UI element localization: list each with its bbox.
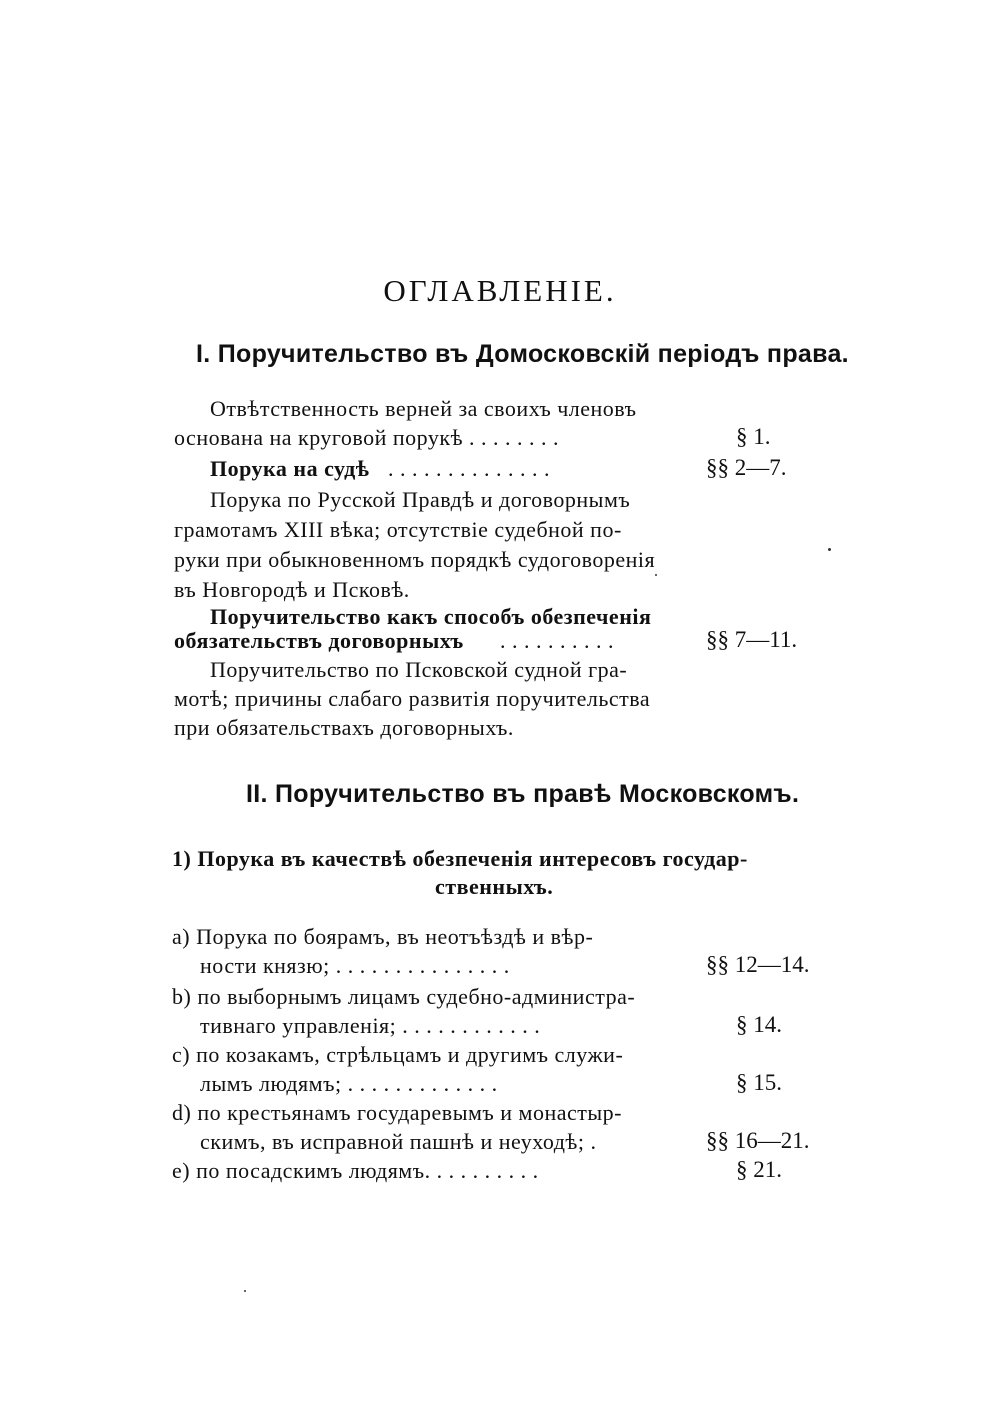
toc-entry-description: грамотамъ XIII вѣка; отсутствіе судебной по-	[174, 517, 622, 542]
toc-item-text: e) по посадскимъ людямъ. . . . . . . . . .	[172, 1158, 539, 1183]
scan-speck	[828, 548, 831, 551]
toc-entry-section-ref: § 14.	[736, 1012, 782, 1037]
toc-entry-section-ref: § 21.	[736, 1157, 782, 1182]
toc-entry-section-ref: §§ 12—14.	[706, 952, 810, 977]
subsection-heading: ственныхъ.	[435, 874, 554, 899]
toc-entry-title: Поручительство какъ способъ обезпеченія	[210, 604, 652, 629]
toc-item-text: c) по козакамъ, стрѣльцамъ и другимъ служи-	[172, 1042, 624, 1067]
toc-entry-description: руки при обыкновенномъ порядкѣ судоговоренія	[174, 547, 656, 572]
toc-entry-section-ref: §§ 2—7.	[706, 455, 787, 480]
toc-leader-dots: . . . . . . . . . .	[500, 628, 614, 653]
toc-entry-title: Порука на судѣ	[210, 456, 370, 481]
toc-entry-text: основана на круговой порукѣ . . . . . . . .	[174, 425, 560, 450]
toc-entry-description: Поручительство по Псковской судной гра-	[210, 657, 628, 682]
toc-entry-title: обязательствъ договорныхъ	[174, 628, 464, 653]
toc-entry-text: Отвѣтственность верней за своихъ членовъ	[210, 396, 637, 421]
part-1-heading: I. Поручительство въ Домосковскій періодъ права.	[196, 340, 849, 368]
scan-speck	[244, 1290, 246, 1292]
page-title: ОГЛАВЛЕНІЕ.	[383, 273, 617, 308]
toc-entry-description: въ Новгородѣ и Псковѣ.	[174, 577, 410, 602]
toc-entry-description: мотѣ; причины слабаго развитія поручительства	[174, 686, 651, 711]
toc-item-text: d) по крестьянамъ государевымъ и монастыр-	[172, 1100, 622, 1125]
toc-item-text: скимъ, въ исправной пашнѣ и неуходѣ; .	[200, 1129, 597, 1154]
scan-speck	[655, 574, 657, 576]
toc-item-text: ности князю; . . . . . . . . . . . . . . .	[200, 953, 510, 978]
toc-item-text: b) по выборнымъ лицамъ судебно-администра-	[172, 984, 636, 1009]
toc-entry-section-ref: §§ 16—21.	[706, 1128, 810, 1153]
toc-entry-description: Порука по Русской Правдѣ и договорнымъ	[210, 487, 631, 512]
toc-entry-section-ref: § 1.	[736, 424, 771, 449]
part-2-heading: II. Поручительство въ правѣ Московскомъ.	[246, 780, 800, 808]
toc-item-text: a) Порука по боярамъ, въ неотъѣздѣ и вѣр-	[172, 924, 594, 949]
toc-entry-section-ref: §§ 7—11.	[706, 627, 798, 652]
toc-entry-section-ref: § 15.	[736, 1070, 782, 1095]
toc-item-text: тивнаго управленія; . . . . . . . . . . . .	[200, 1013, 541, 1038]
subsection-heading: 1) Порука въ качествѣ обезпеченія интересовъ государ-	[172, 846, 748, 871]
toc-entry-description: при обязательствахъ договорныхъ.	[174, 715, 514, 740]
toc-item-text: лымъ людямъ; . . . . . . . . . . . . .	[200, 1071, 498, 1096]
toc-leader-dots: . . . . . . . . . . . . . .	[388, 456, 550, 481]
